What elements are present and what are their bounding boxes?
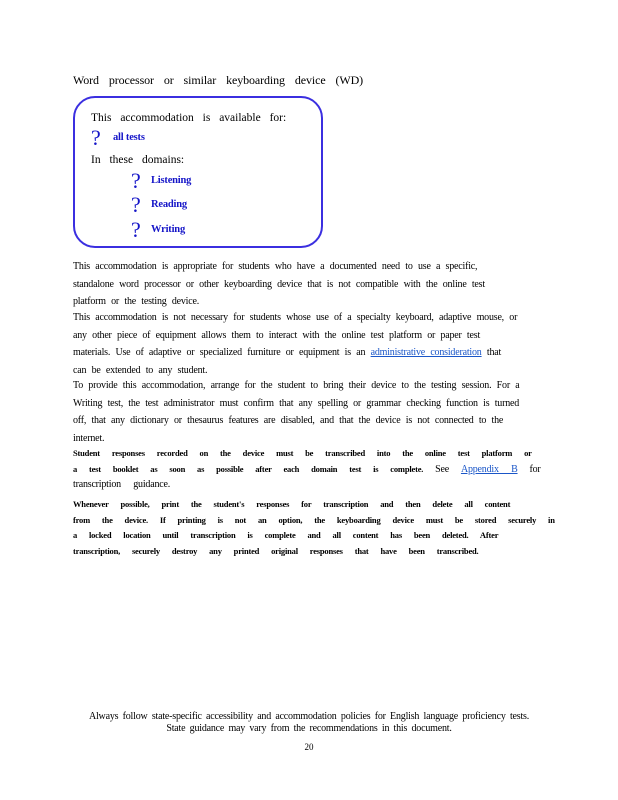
text-line: Whenever possible, print the student's responses for transcription and then delete all content (73, 499, 511, 509)
footer-policy-line: Always follow state-specific accessibility and accommodation policies for English language proficiency tests. (88, 711, 530, 722)
text-line (73, 462, 543, 478)
text-line: from the device. If printing is not an option, the keyboarding device must be stored securely in (73, 514, 555, 525)
text-line: transcription guidance. (73, 479, 171, 490)
text-line: Student responses recorded on the device must be transcribed into the online test platform or (73, 448, 532, 458)
text-line: off, that any dictionary or thesaurus features are disabled, and that the device is not connected to the (73, 415, 504, 426)
text-segment: materials. Use of adaptive or specialized furniture or equipment is an (73, 347, 366, 358)
text-segment: for (529, 463, 541, 475)
text-line: To provide this accommodation, arrange for the student to bring their device to the testing session. For a (73, 380, 520, 391)
domains-label: In these domains: (91, 154, 185, 166)
paragraph-whenever (73, 497, 555, 559)
paragraph-provide (73, 377, 543, 447)
domain-reading: Reading (151, 199, 187, 210)
availability-box (73, 96, 323, 248)
text-line: This accommodation is appropriate for students who have a documented need to use a specific, (73, 261, 478, 272)
paragraph-not-necessary (73, 309, 543, 379)
text-line: transcription, securely destroy any printed original responses that have been transcribed. (73, 545, 479, 556)
bullet-icon: ? (131, 192, 141, 217)
text-line (73, 344, 543, 362)
footer-guidance-line: State guidance may vary from the recommendations in this document. (166, 723, 452, 734)
all-tests-label: all tests (113, 132, 145, 143)
text-segment: See (435, 463, 449, 475)
paragraph-transcribe (73, 446, 543, 493)
bullet-icon: ? (131, 217, 141, 242)
text-line: internet. (73, 432, 105, 444)
domain-writing: Writing (151, 224, 185, 235)
text-line: standalone word processor or other keyboarding device that is not compatible with the online test (73, 278, 485, 290)
administrative-consideration-link[interactable]: administrative consideration (370, 347, 482, 358)
text-segment: that (486, 347, 502, 358)
text-segment: a test booklet as soon as possible after each domain test is complete. (73, 463, 424, 474)
appendix-b-link[interactable]: Appendix B (460, 463, 518, 475)
paragraph-appropriate (73, 258, 543, 311)
bullet-icon: ? (131, 168, 141, 193)
section-heading: Word processor or similar keyboarding device (WD) (73, 73, 364, 87)
text-line: can be extended to any student. (73, 364, 208, 376)
text-line: platform or the testing device. (73, 296, 200, 307)
text-line: a locked location until transcription is complete and all content has been deleted. After (73, 530, 499, 540)
bullet-icon: ? (91, 125, 101, 150)
text-line: Writing test, the test administrator must confirm that any spelling or grammar checking function is turned (73, 397, 520, 409)
page-number: 20 (304, 742, 314, 752)
domain-listening: Listening (151, 175, 192, 186)
text-line: any other piece of equipment allows them to interact with the online test platform or paper test (73, 329, 481, 341)
available-for-label: This accommodation is available for: (91, 112, 287, 124)
text-line: This accommodation is not necessary for students whose use of a specialty keyboard, adaptive mouse, or (73, 312, 518, 323)
